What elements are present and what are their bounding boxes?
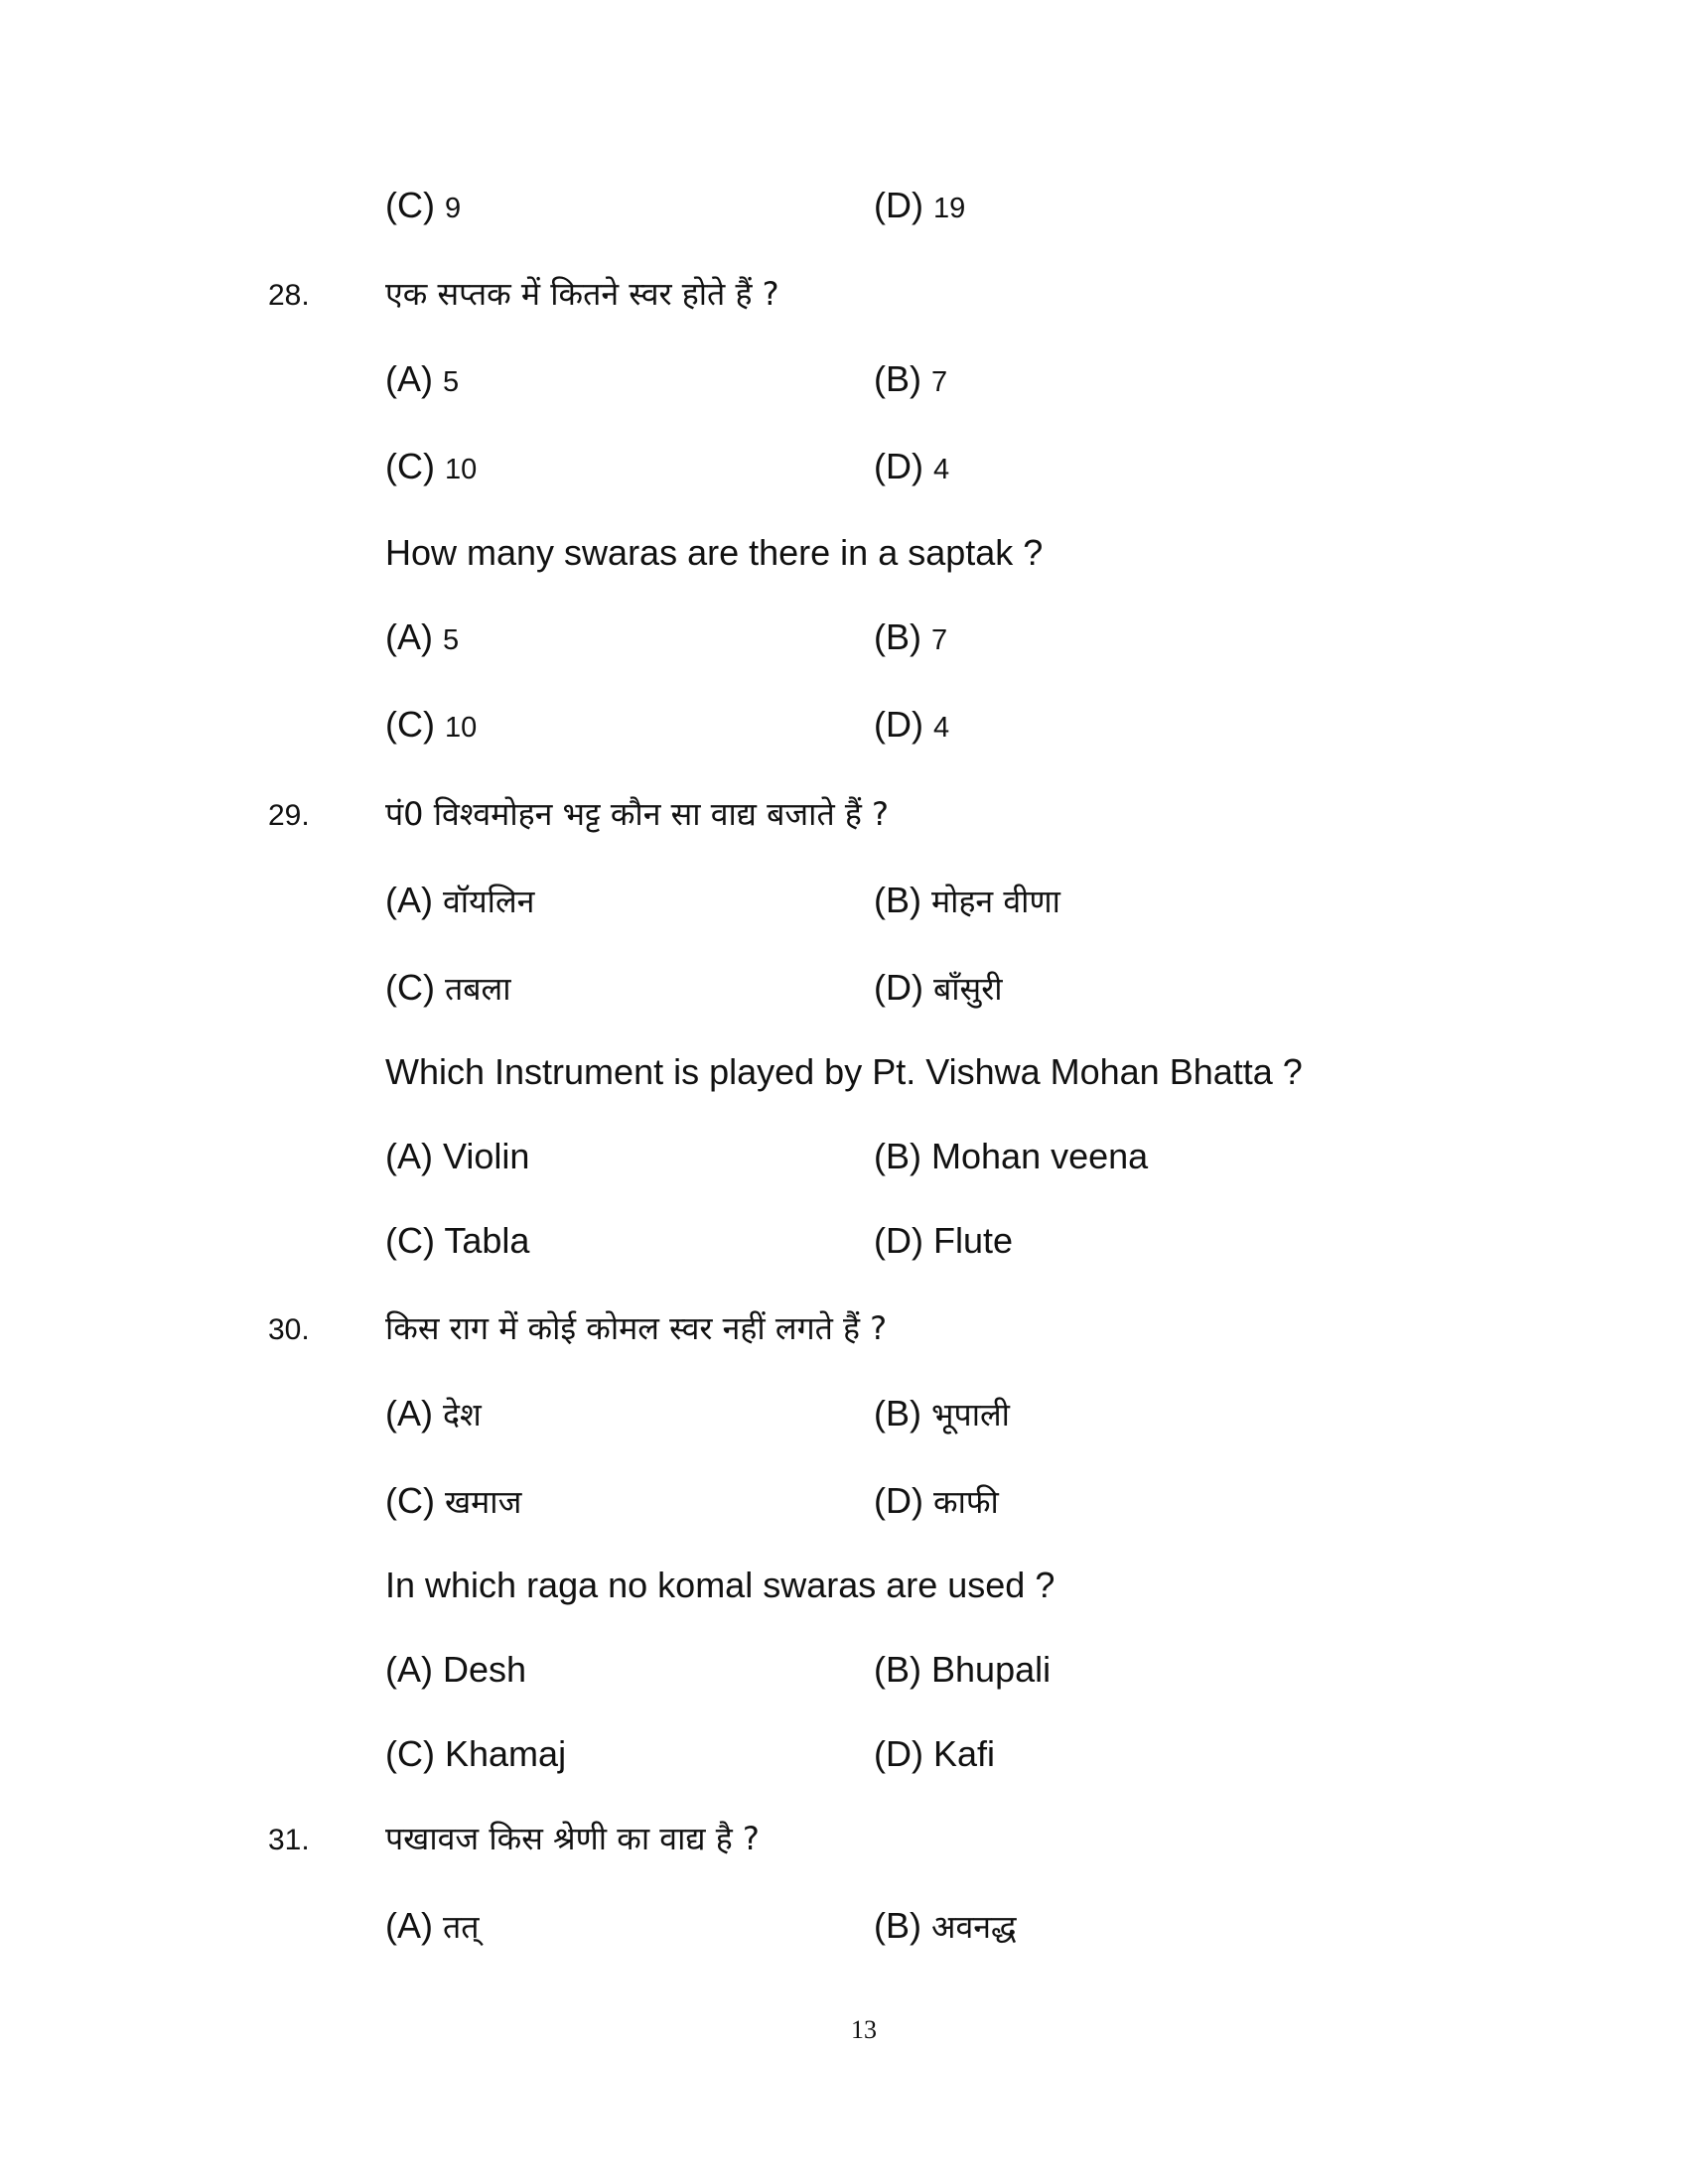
question-31-hindi: पखावज किस श्रेणी का वाद्य है ? <box>385 1820 760 1857</box>
page-number: 13 <box>851 2015 877 2044</box>
q30-en-option-a: (A) Desh <box>385 1649 527 1690</box>
q31-hi-option-b: (B) अवनद्ध <box>874 1905 1017 1946</box>
question-30-english: In which raga no komal swaras are used ? <box>385 1565 1055 1605</box>
q31-hi-option-a: (A) तत् <box>385 1905 480 1946</box>
q29-hi-option-a: (A) वॉयलिन <box>385 880 535 920</box>
question-number-30: 30. <box>268 1313 310 1346</box>
q28-en-option-c: (C) 10 <box>385 704 478 745</box>
q29-en-option-c: (C) Tabla <box>385 1220 530 1261</box>
q28-en-option-a: (A) 5 <box>385 616 460 657</box>
q28-en-option-b: (B) 7 <box>874 616 948 657</box>
q30-hi-option-d: (D) काफी <box>874 1480 999 1521</box>
q29-en-option-b: (B) Mohan veena <box>874 1136 1149 1176</box>
q27-option-d: (D) 19 <box>874 185 966 225</box>
q30-hi-option-a: (A) देश <box>385 1393 482 1433</box>
q28-hi-option-d: (D) 4 <box>874 446 950 486</box>
question-29-hindi: पं0 विश्वमोहन भट्ट कौन सा वाद्य बजाते हैं ? <box>385 795 890 833</box>
q28-en-option-d: (D) 4 <box>874 704 950 745</box>
q28-hi-option-c: (C) 10 <box>385 446 478 486</box>
q28-hi-option-b: (B) 7 <box>874 358 948 399</box>
q29-hi-option-b: (B) मोहन वीणा <box>874 880 1060 920</box>
q30-en-option-c: (C) Khamaj <box>385 1733 567 1774</box>
q30-hi-option-b: (B) भूपाली <box>874 1393 1010 1433</box>
q29-en-option-a: (A) Violin <box>385 1136 530 1176</box>
q29-hi-option-c: (C) तबला <box>385 967 511 1008</box>
q30-en-option-b: (B) Bhupali <box>874 1649 1052 1690</box>
question-number-29: 29. <box>268 799 310 832</box>
question-28-english: How many swaras are there in a saptak ? <box>385 532 1044 573</box>
q30-hi-option-c: (C) खमाज <box>385 1480 522 1521</box>
q27-option-c: (C) 9 <box>385 185 462 225</box>
question-number-31: 31. <box>268 1824 310 1856</box>
question-28-hindi: एक सप्तक में कितने स्वर होते हैं ? <box>385 275 779 313</box>
question-number-28: 28. <box>268 279 310 312</box>
q30-en-option-d: (D) Kafi <box>874 1733 996 1774</box>
q28-hi-option-a: (A) 5 <box>385 358 460 399</box>
q29-en-option-d: (D) Flute <box>874 1220 1014 1261</box>
question-30-hindi: किस राग में कोई कोमल स्वर नहीं लगते हैं ? <box>385 1309 888 1347</box>
question-29-english: Which Instrument is played by Pt. Vishwa Mohan Bhatta ? <box>385 1051 1303 1092</box>
q29-hi-option-d: (D) बाँसुरी <box>874 967 1003 1008</box>
